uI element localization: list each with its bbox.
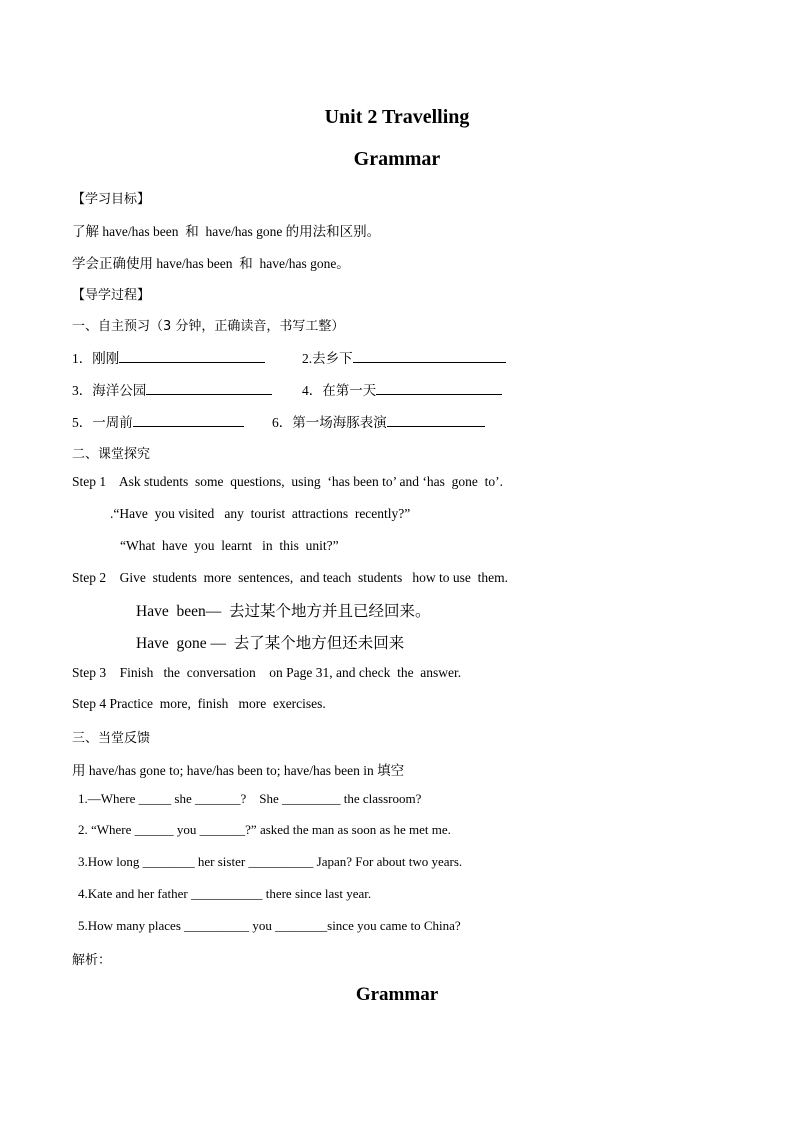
step-2: Step 2 Give students more sentences, and teach students how to use them. (72, 570, 509, 585)
answer-blank[interactable] (376, 381, 502, 395)
preview-item-2: 2.去乡下 (302, 347, 506, 367)
preview-heading: 一、自主预习（3 分钟，正确读音，书写工整） (72, 319, 345, 334)
objective-line-1: 了解 have/has been 和 have/has gone 的用法和区别。 (72, 224, 381, 239)
footer-title: Grammar (355, 984, 439, 1005)
step-3: Step 3 Finish the conversation on Page 31, and check the answer. (72, 665, 462, 680)
answer-blank[interactable] (353, 349, 506, 363)
have-gone-meaning: Have gone — 去了某个地方但还未回来 (136, 635, 405, 652)
answer-blank[interactable] (119, 349, 265, 363)
explore-heading: 二、课堂探究 (72, 447, 151, 462)
answer-blank[interactable] (387, 413, 485, 427)
exercise-item: 3.How long ________ her sister __________ Japan? For about two years. (78, 854, 463, 869)
preview-item-5: 5．一周前 (72, 411, 244, 431)
analysis-label: 解析： (72, 953, 112, 968)
step-1-question-1: .“Have you visited any tourist attractions recently?” (110, 506, 411, 521)
exercise-item: 4.Kate and her father ___________ there since last year. (78, 886, 372, 901)
preview-item-4: 4．在第一天 (302, 379, 502, 399)
step-1-question-2: “What have you learnt in this unit?” (120, 538, 339, 553)
exercise-instruction: 用 have/has gone to; have/has been to; have/has been in 填空 (72, 763, 405, 778)
preview-item-6: 6．第一场海豚表演 (272, 411, 485, 431)
step-1: Step 1 Ask students some questions, using ‘has been to’ and ‘has gone to’. (72, 474, 503, 489)
preview-item-1: 1．刚刚 (72, 347, 265, 367)
feedback-heading: 三、当堂反馈 (72, 731, 151, 746)
objective-line-2: 学会正确使用 have/has been 和 have/has gone。 (72, 256, 350, 271)
answer-blank[interactable] (146, 381, 272, 395)
page-title: Unit 2 Travelling (324, 106, 470, 128)
exercise-item: 2. “Where ______ you _______?” asked the man as soon as he met me. (78, 822, 451, 837)
step-4: Step 4 Practice more, finish more exercises. (72, 696, 326, 711)
answer-blank[interactable] (133, 413, 244, 427)
exercise-item: 5.How many places __________ you ________since you came to China? (78, 918, 461, 933)
page-subtitle: Grammar (353, 148, 441, 170)
objectives-heading: 【学习目标】 (72, 192, 151, 207)
preview-item-3: 3．海洋公园 (72, 379, 272, 399)
have-been-meaning: Have been— 去过某个地方并且已经回来。 (136, 603, 431, 620)
exercise-item: 1.—Where _____ she _______? She _________ the classroom? (78, 791, 422, 806)
process-heading: 【导学过程】 (72, 288, 151, 303)
